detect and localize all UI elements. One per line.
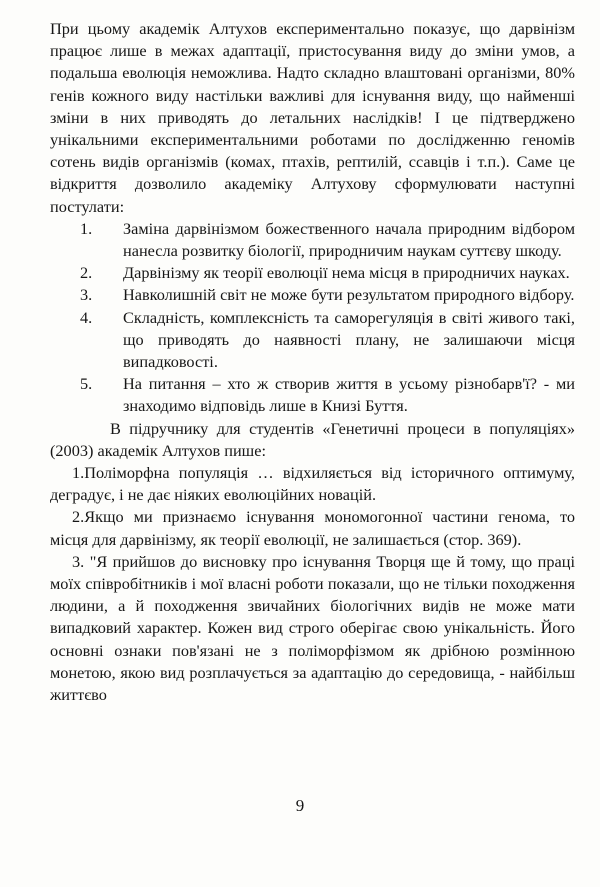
textbook-paragraph: В підручнику для студентів «Генетичні процеси в популяціях» (2003) академік Алтухов пише: (50, 418, 575, 460)
quote-item-1: 1.Поліморфна популяція … відхиляється від історичного оптимуму, деградує, і не дає ніяких еволюційних новацій. (50, 463, 575, 505)
page-number: 9 (295, 796, 305, 815)
intro-paragraph: При цьому академік Алтухов експериментально показує, що дарвінізм працює лише в межах адаптації, пристосування виду до зміни умов, а подальша еволюція неможлива. Надто складно влаштовані організми, 80% генів кожного виду настільки важливі для існування виду, що найменші зміни в них приводять до летальних наслідків! І це підтверджено унікальними експериментальними роботами по дослідженню геномів сотень видів організмів (комах, птахів, рептилій, ссавців і т.п.). Саме це відкриття дозволило академіку Алтухову сформулювати наступні постулати: (50, 19, 575, 216)
list-item (80, 307, 575, 374)
list-number: 4. (80, 307, 93, 327)
list-item (80, 218, 575, 262)
list-number: 5. (80, 374, 93, 394)
postulates-list (50, 218, 575, 418)
list-item-text: Навколишній світ не може бути результатом природного відбору. (123, 285, 575, 305)
quote-item-3: 3. "Я прийшов до висновку про існування Творця ще й тому, що праці моїх співробітників і мої власні роботи показали, що не тільки походження людини, а й походження звичайних біологічних видів не може мати випадковий характер. Кожен вид строго оберігає свою унікальність. Його основні ознаки пов'язані не з поліморфізмом як дрібною розмінною монетою, якою вид розплачується за адаптацію до середовища, - найбільш життєво (50, 551, 575, 705)
list-item-text: Заміна дарвінізмом божественного начала природним відбором нанесла розвитку біології, природничим наукам суттєву шкоду. (123, 218, 575, 261)
list-number: 3. (80, 285, 93, 305)
list-item-text: Складність, комплексність та саморегуляція в світі живого такі, що приводять до наявності плану, не залишаючи місця випадковості. (123, 307, 575, 372)
page-body (50, 18, 575, 706)
list-number: 1. (80, 218, 93, 238)
list-item (80, 373, 575, 417)
list-item-text: Дарвінізму як теорії еволюції нема місця в природничих науках. (123, 263, 570, 283)
list-item (80, 262, 575, 284)
list-number: 2. (80, 263, 93, 283)
list-item (80, 284, 575, 306)
list-item-text: На питання – хто ж створив життя в усьому різнобарв'ї? - ми знаходимо відповідь лише в Книзі Буття. (123, 374, 575, 416)
quote-item-2: 2.Якщо ми признаємо існування мономогонної частини генома, то місця для дарвінізму, як теорії еволюції, не залишається (стор. 369). (50, 507, 575, 549)
